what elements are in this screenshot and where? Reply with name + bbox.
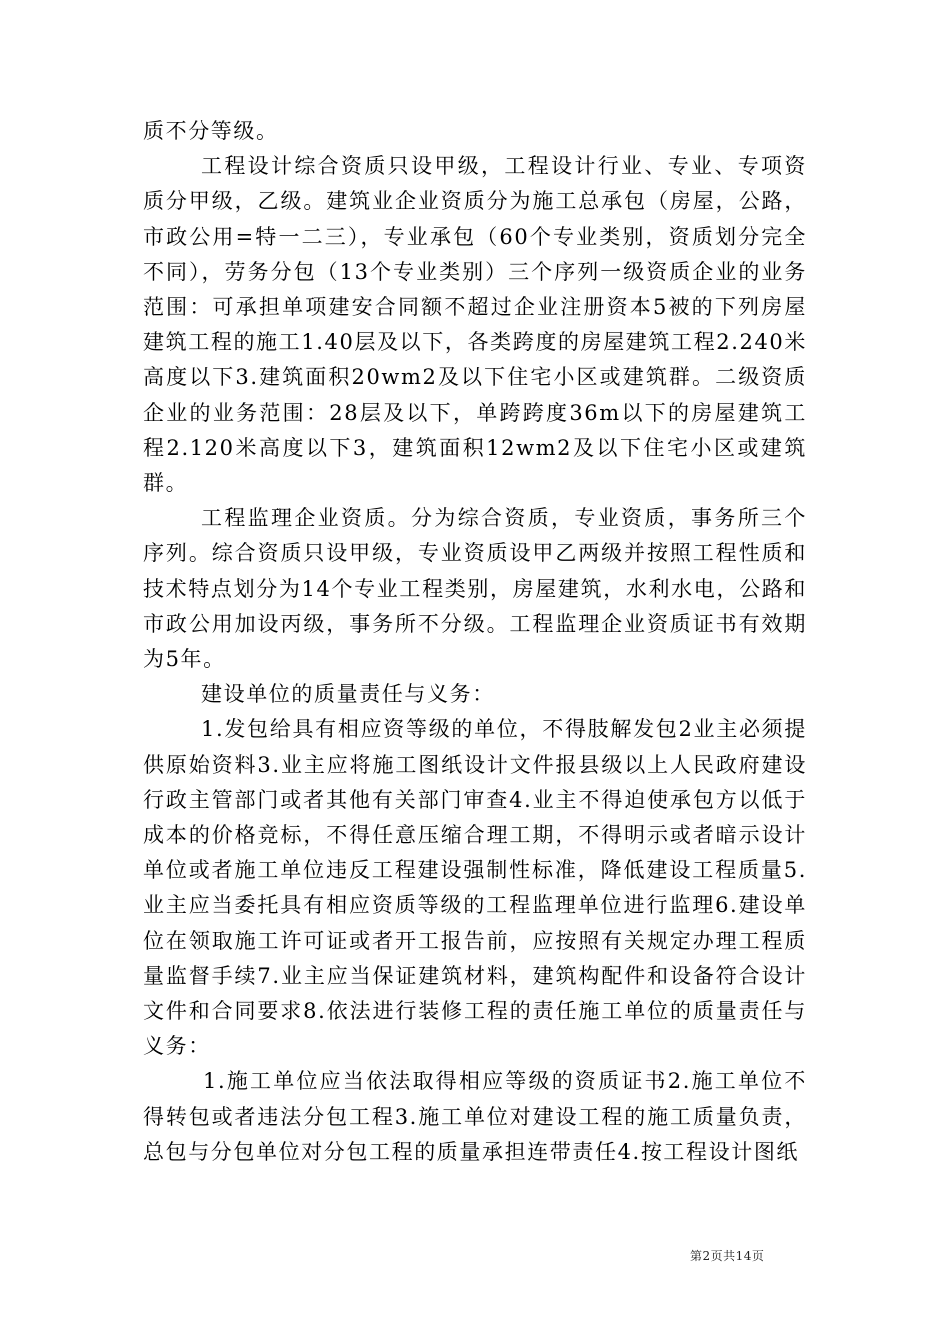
paragraph-owner-duties-heading: 建设单位的质量责任与义务： bbox=[201, 682, 495, 707]
paragraph-contractor-duties-list: 1.施工单位应当依法取得相应等级的资质证书2.施工单位不得转包或者违法分包工程3.施工单位对建设工程的施工质量负责，总包与分包单位对分包工程的质量承担连带责任4.按工程设计图纸 bbox=[143, 1069, 807, 1164]
paragraph-continuation: 质不分等级。 bbox=[143, 119, 279, 143]
paragraph-supervision-qualification: 工程监理企业资质。分为综合资质，专业资质，事务所三个序列。综合资质只设甲级，专业资质设甲乙两级并按照工程性质和技术特点划分为14个专业工程类别，房屋建筑，水利水电，公路和市政公用加设丙级，事务所不分级。工程监理企业资质证书有效期为5年。 bbox=[143, 506, 807, 672]
document-body bbox=[143, 114, 807, 1170]
paragraph-design-qualification: 工程设计综合资质只设甲级，工程设计行业、专业、专项资质分甲级，乙级。建筑业企业资质分为施工总承包（房屋，公路，市政公用=特一二三），专业承包（60个专业类别，资质划分完全不同），劳务分包（13个专业类别）三个序列一级资质企业的业务范围：可承担单项建安合同额不超过企业注册资本5被的下列房屋建筑工程的施工1.40层及以下，各类跨度的房屋建筑工程2.240米高度以下3.建筑面积20wm2及以下住宅小区或建筑群。二级资质企业的业务范围：28层及以下，单跨跨度36m以下的房屋建筑工程2.120米高度以下3，建筑面积12wm2及以下住宅小区或建筑群。 bbox=[143, 154, 807, 496]
paragraph-owner-duties-list: 1.发包给具有相应资等级的单位，不得肢解发包2业主必须提供原始资料3.业主应将施工图纸设计文件报县级以上人民政府建设行政主管部门或者其他有关部门审查4.业主不得迫使承包方以低于成本的价格竞标，不得任意压缩合理工期，不得明示或者暗示设计单位或者施工单位违反工程建设强制性标准，降低建设工程质量5.业主应当委托具有相应资质等级的工程监理单位进行监理6.建设单位在领取施工许可证或者开工报告前，应按照有关规定办理工程质量监督手续7.业主应当保证建筑材料，建筑构配件和设备符合设计文件和合同要求8.依法进行装修工程的责任施工单位的质量责任与义务： bbox=[143, 717, 807, 1059]
page-number-footer: 第2页共14页 bbox=[690, 1249, 765, 1263]
